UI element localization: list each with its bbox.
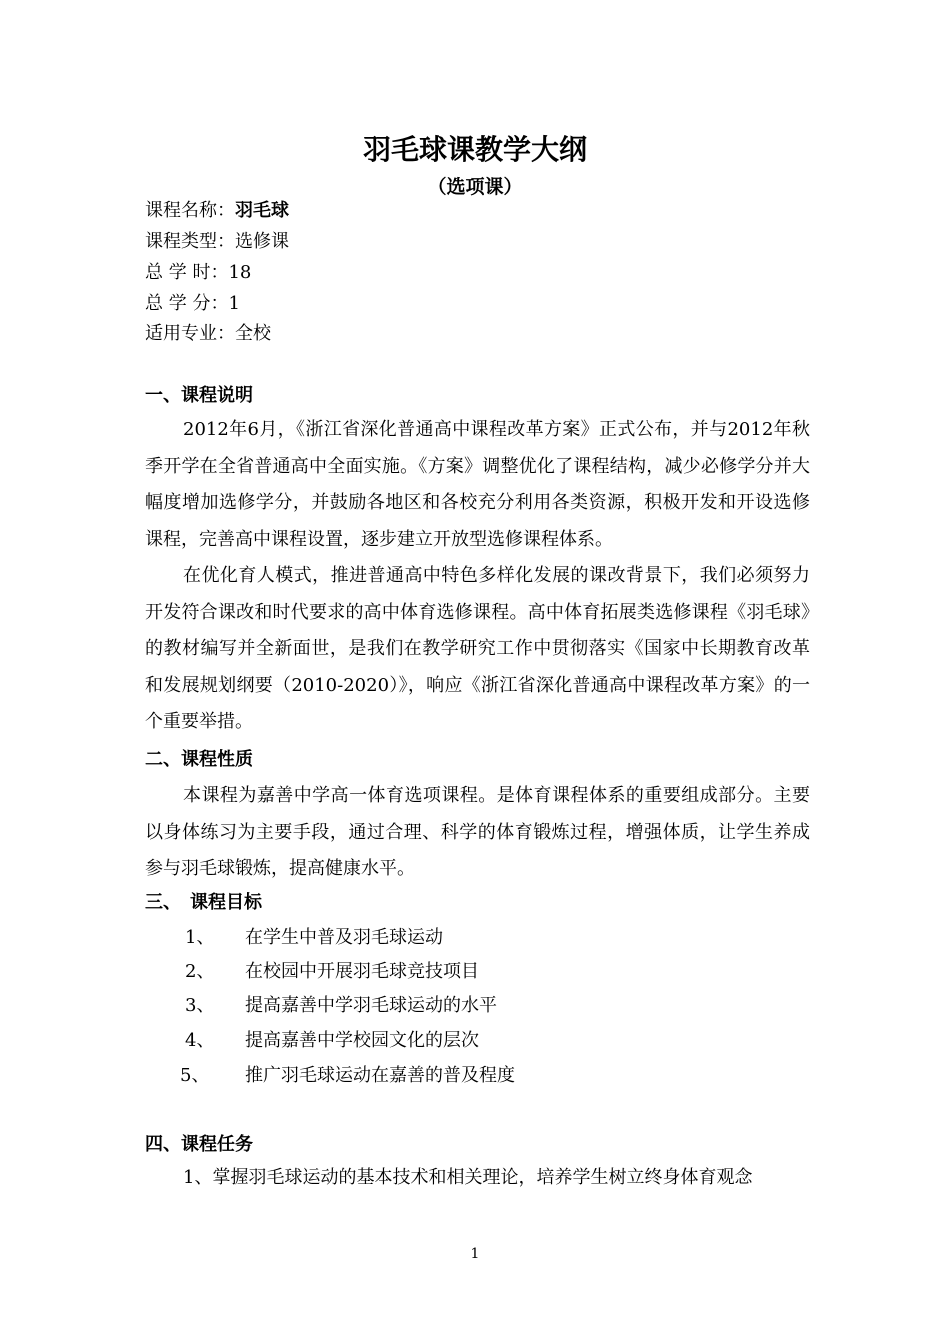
section-1-paragraph-1: 2012年6月，《浙江省深化普通高中课程改革方案》正式公布，并与2012年秋季开学在全省普通高中全面实施。《方案》调整优化了课程结构，减少必修学分并大幅度增加选修学分，并鼓励各地区和各校充分利用各类资源，积极开发和开设选修课程，完善高中课程设置，逐步建立开放型选修课程体系。: [145, 419, 810, 550]
info-applicable-major: 适用专业：全校: [145, 323, 271, 344]
info-course-type: 课程类型：选修课: [145, 231, 289, 252]
section-heading-2: 二、课程性质: [145, 749, 253, 770]
section-4-paragraph-1: 1、掌握羽毛球运动的基本技术和相关理论，培养学生树立终身体育观念: [183, 1167, 753, 1188]
section-2-paragraph-1: 本课程为嘉善中学高一体育选项课程。是体育课程体系的重要组成部分。主要以身体练习为主要手段，通过合理、科学的体育锻炼过程，增强体质，让学生养成参与羽毛球锻炼，提高健康水平。: [145, 785, 810, 879]
section-heading-3: 三、 课程目标: [145, 892, 262, 913]
page-subtitle: （选项课）: [427, 176, 523, 198]
section-1-paragraph-2: 在优化育人模式，推进普通高中特色多样化发展的课改背景下，我们必须努力开发符合课改和时代要求的高中体育选修课程。高中体育拓展类选修课程《羽毛球》的教材编写并全新面世，是我们在教学研究工作中贯彻落实《国家中长期教育改革和发展规划纲要（2010-2020）》，响应《浙江省深化普通高中课程改革方案》的一个重要举措。: [145, 565, 810, 732]
info-course-name: 课程名称：羽毛球: [145, 200, 289, 221]
info-total-credits: 总 学 分：1: [145, 293, 240, 314]
info-total-hours: 总 学 时：18: [145, 262, 252, 283]
section-heading-4: 四、课程任务: [145, 1134, 253, 1155]
section-heading-1: 一、课程说明: [145, 385, 253, 406]
document-page: 羽毛球课教学大纲 （选项课） 课程名称：羽毛球 课程类型：选修课 总 学 时：18 总 学 分：1 适用专业：全校 一、课程说明 2012年6月，《浙江省深化普通高中课程改革方案》正式公布，并与2012年秋季开学在全省普通高中全面实施。《方案》调整优化了课程结构，减少必修学分并大幅度增加选修学分，并鼓励各地区和各校充分利用各类资源，积极开发和开设选修课程，完善高中课程设置，逐步建立开放型选修课程体系。 在优化育人模式，推进普通高中特色多样化发展的课改背景下，我们必须努力开发符合课改和时代要求的高中体育选修课程。高中体育拓展类选修课程《羽毛球》的教材编写并全新面世，是我们在教学研究工作中贯彻落实《国家中长期教育改革和发展规划纲要（2010-2020）》，响应《浙江省深化普通高中课程改革方案》的一个重要举措。 二、课程性质 本课程为嘉善中学高一体育选项课程。是体育课程体系的重要组成部分。主要以身体练习为主要手段，通过合理、科学的体育锻炼过程，增强体质，让学生养成参与羽毛球锻炼，提高健康水平。 三、 课程目标 1、 在学生中普及羽毛球运动 2、 在校园中开展羽毛球竞技项目 3、 提高嘉善中学羽毛球运动的水平 4、 提高嘉善中学校园文化的层次 5、 推广羽毛球运动在嘉善的普及程度 四、课程任务 1、掌握羽毛球运动的基本技术和相关理论，培养学生树立终身体育观念 1: [0, 0, 950, 1344]
page-number: 1: [470, 1246, 480, 1262]
page-title: 羽毛球课教学大纲: [362, 133, 587, 166]
